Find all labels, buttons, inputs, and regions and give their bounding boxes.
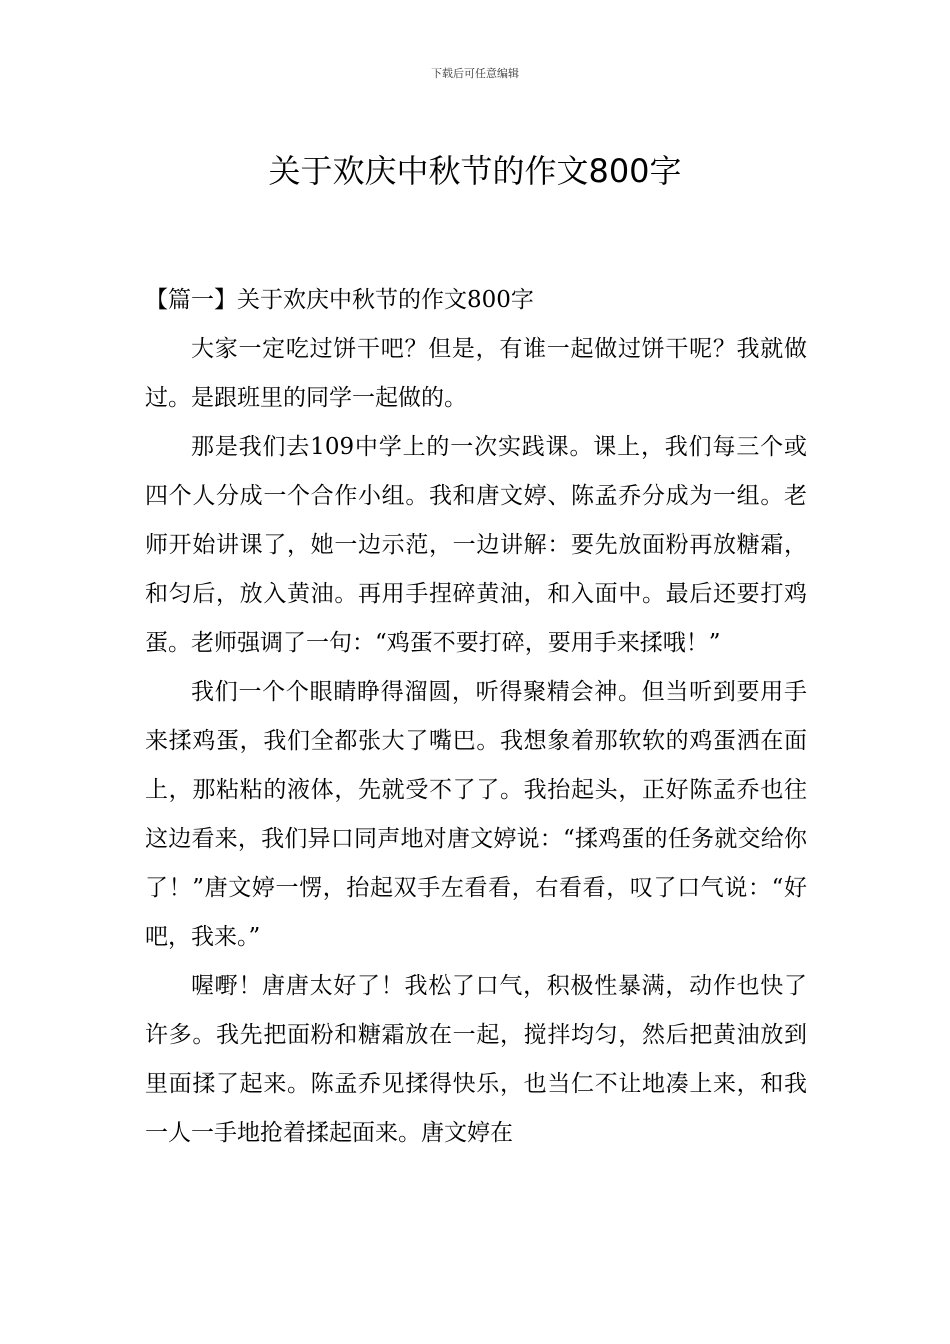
- section-heading: 【篇一】关于欢庆中秋节的作文800字: [145, 287, 534, 313]
- paragraph-3: 我们一个个眼睛睁得溜圆，听得聚精会神。但当听到要用手来揉鸡蛋，我们全都张大了嘴巴。我想象着那软软的鸡蛋洒在面上，那粘粘的液体，先就受不了了。我抬起头，正好陈孟乔也往这边看来，我们异口同声地对唐文婷说：“揉鸡蛋的任务就交给你了！”唐文婷一愣，抬起双手左看看，右看看，叹了口气说：“好吧，我来。”: [145, 679, 807, 950]
- paragraph-1: 大家一定吃过饼干吧？但是，有谁一起做过饼干呢？我就做过。是跟班里的同学一起做的。: [145, 336, 807, 411]
- header-note: 下载后可任意编辑: [431, 67, 519, 80]
- document-title: 关于欢庆中秋节的作文800字: [268, 152, 682, 191]
- document-body: [145, 276, 807, 1158]
- paragraph-4: 喔嘢！唐唐太好了！我松了口气，积极性暴满，动作也快了许多。我先把面粉和糖霜放在一起，搅拌均匀，然后把黄油放到里面揉了起来。陈孟乔见揉得快乐，也当仁不让地凑上来，和我一人一手地抢着揉起面来。唐文婷在: [145, 973, 807, 1146]
- paragraph-2: 那是我们去109中学上的一次实践课。课上，我们每三个或四个人分成一个合作小组。我和唐文婷、陈孟乔分成为一组。老师开始讲课了，她一边示范，一边讲解：要先放面粉再放糖霜，和匀后，放入黄油。再用手捏碎黄油，和入面中。最后还要打鸡蛋。老师强调了一句：“鸡蛋不要打碎，要用手来揉哦！”: [145, 434, 807, 656]
